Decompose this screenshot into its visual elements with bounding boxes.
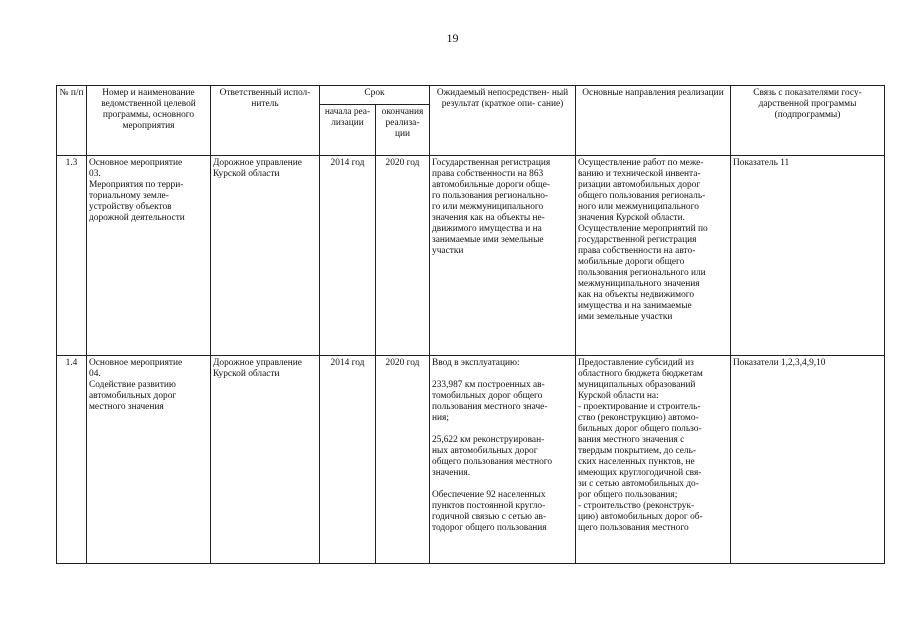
row-number: 1.3 xyxy=(57,156,87,356)
header-row xyxy=(57,86,885,105)
header-term-start: начала реа- лизации xyxy=(320,105,376,156)
page-number: 19 xyxy=(446,31,459,45)
header-term-end: окончания реализа- ции xyxy=(376,105,430,156)
header-executor: Ответственный испол- нитель xyxy=(211,86,320,156)
row-end: 2020 год xyxy=(376,156,430,356)
header-directions: Основные направления реализации xyxy=(576,86,731,156)
header-num: № п/п xyxy=(57,86,87,156)
row-name: Основное мероприятие 04. Содействие развитию автомобильных дорог местного значения xyxy=(87,356,211,564)
row-directions: Осуществление работ по меже- ванию и технической инвента- ризации автомобильных дорог общего пользования региональ- ного или межмуниципального значения Курской области. Осуществление мероприятий по государственной регистрация права собственности на авто- мобильные дороги общего пользования регионального или межмуниципального значения как на объекты недвижимого имущества и на занимаемые ими земельные участки xyxy=(576,156,731,356)
row-start: 2014 год xyxy=(320,356,376,564)
header-link: Связь с показателями госу- дарственной программы (подпрограммы) xyxy=(731,86,885,156)
row-link: Показатели 1,2,3,4,9,10 xyxy=(731,356,885,564)
row-number: 1.4 xyxy=(57,356,87,564)
header-name: Номер и наименование ведомственной целевой программы, основного мероприятия xyxy=(87,86,211,156)
row-executor: Дорожное управление Курской области xyxy=(211,156,320,356)
row-name: Основное мероприятие 03. Мероприятия по терри- ториальному земле- устройству объектов дорожной деятельности xyxy=(87,156,211,356)
row-directions: Предоставление субсидий из областного бюджета бюджетам муниципальных образований Курской области на: - проектирование и строитель- ство (реконструкцию) автомо- бильных дорог общего пользо- вания местного значения с твердым покрытием, до сель- ских населенных пунктов, не имеющих круглогодичной свя- зи с сетью автомобильных до- рог общего пользования; - строительство (реконструк- цию) автомобильных дорог об- щего пользования местного xyxy=(576,356,731,564)
header-term: Срок xyxy=(320,86,430,105)
row-end: 2020 год xyxy=(376,356,430,564)
row-start: 2014 год xyxy=(320,156,376,356)
table-row xyxy=(57,156,885,356)
row-executor: Дорожное управление Курской области xyxy=(211,356,320,564)
row-link: Показатель 11 xyxy=(731,156,885,356)
row-result: Ввод в эксплуатацию: 233,987 км построенных ав- томобильных дорог общего пользования местного значе- ния; 25,622 км реконструирован- ных автомобильных дорог общего пользования местного значения. Обеспечение 92 населенных пунктов постоянной кругло- годичной связью с сетью ав- тодорог общего пользования xyxy=(430,356,576,564)
row-result: Государственная регистрация права собственности на 863 автомобильные дороги обще- го пользования регионально- го или межмуниципального значения как на объекты не- движимого имущества и на занимаемые ими земельные участки xyxy=(430,156,576,356)
program-table xyxy=(56,85,885,564)
header-result: Ожидаемый непосредствен- ный результат (краткое опи- сание) xyxy=(430,86,576,156)
table-row xyxy=(57,356,885,564)
